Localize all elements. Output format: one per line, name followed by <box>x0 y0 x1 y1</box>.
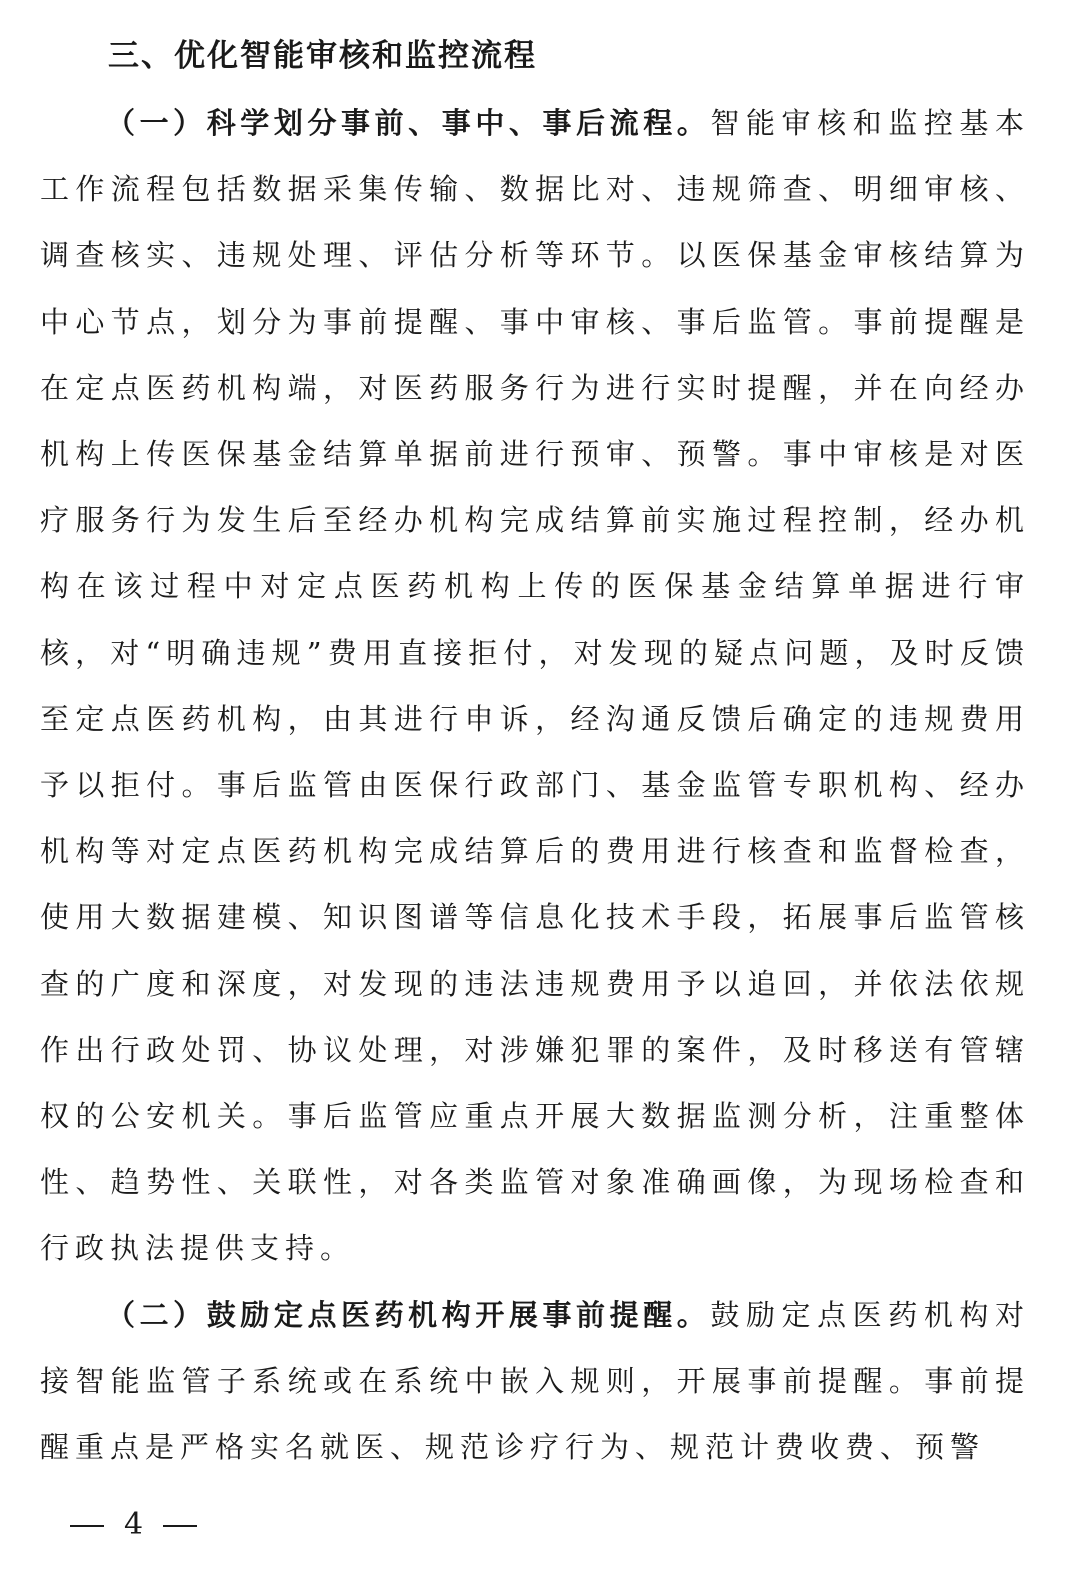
section-heading: 三、优化智能审核和监控流程 <box>108 38 537 74</box>
paragraph-1-lead: （一）科学划分事前、事中、事后流程。 <box>106 106 711 140</box>
paragraph-1 <box>40 90 1030 1282</box>
paragraph-2-lead: （二）鼓励定点医药机构开展事前提醒。 <box>106 1298 711 1332</box>
paragraph-1-body: 智能审核和监控基本工作流程包括数据采集传输、数据比对、违规筛查、明细审核、调查核实、违规处理、评估分析等环节。以医保基金审核结算为中心节点，划分为事前提醒、事中审核、事后监管。事前提醒是在定点医药机构端，对医药服务行为进行实时提醒，并在向经办机构上传医保基金结算单据前进行预审、预警。事中审核是对医疗服务行为发生后至经办机构完成结算前实施过程控制，经办机构在该过程中对定点医药机构上传的医保基金结算单据进行审核，对“明确违规”费用直接拒付，对发现的疑点问题，及时反馈至定点医药机构，由其进行申诉，经沟通反馈后确定的违规费用予以拒付。事后监管由医保行政部门、基金监管专职机构、经办机构等对定点医药机构完成结算后的费用进行核查和监督检查，使用大数据建模、知识图谱等信息化技术手段，拓展事后监管核查的广度和深度，对发现的违法违规费用予以追回，并依法依规作出行政处罚、协议处理，对涉嫌犯罪的案件，及时移送有管辖权的公安机关。事后监管应重点开展大数据监测分析，注重整体性、趋势性、关联性，对各类监管对象准确画像，为现场检查和行政执法提供支持。 <box>40 106 1030 1266</box>
paragraph-2-body: 鼓励定点医药机构对接智能监管子系统或在系统中嵌入规则，开展事前提醒。事前提醒重点是严格实名就医、规范诊疗行为、规范计费收费、预警 <box>40 1298 1030 1465</box>
footer-dash-left <box>70 1525 104 1527</box>
page-footer <box>70 1505 197 1545</box>
page-number: 4 <box>124 1507 144 1542</box>
footer-dash-right <box>163 1525 197 1527</box>
paragraph-2 <box>40 1282 1030 1481</box>
